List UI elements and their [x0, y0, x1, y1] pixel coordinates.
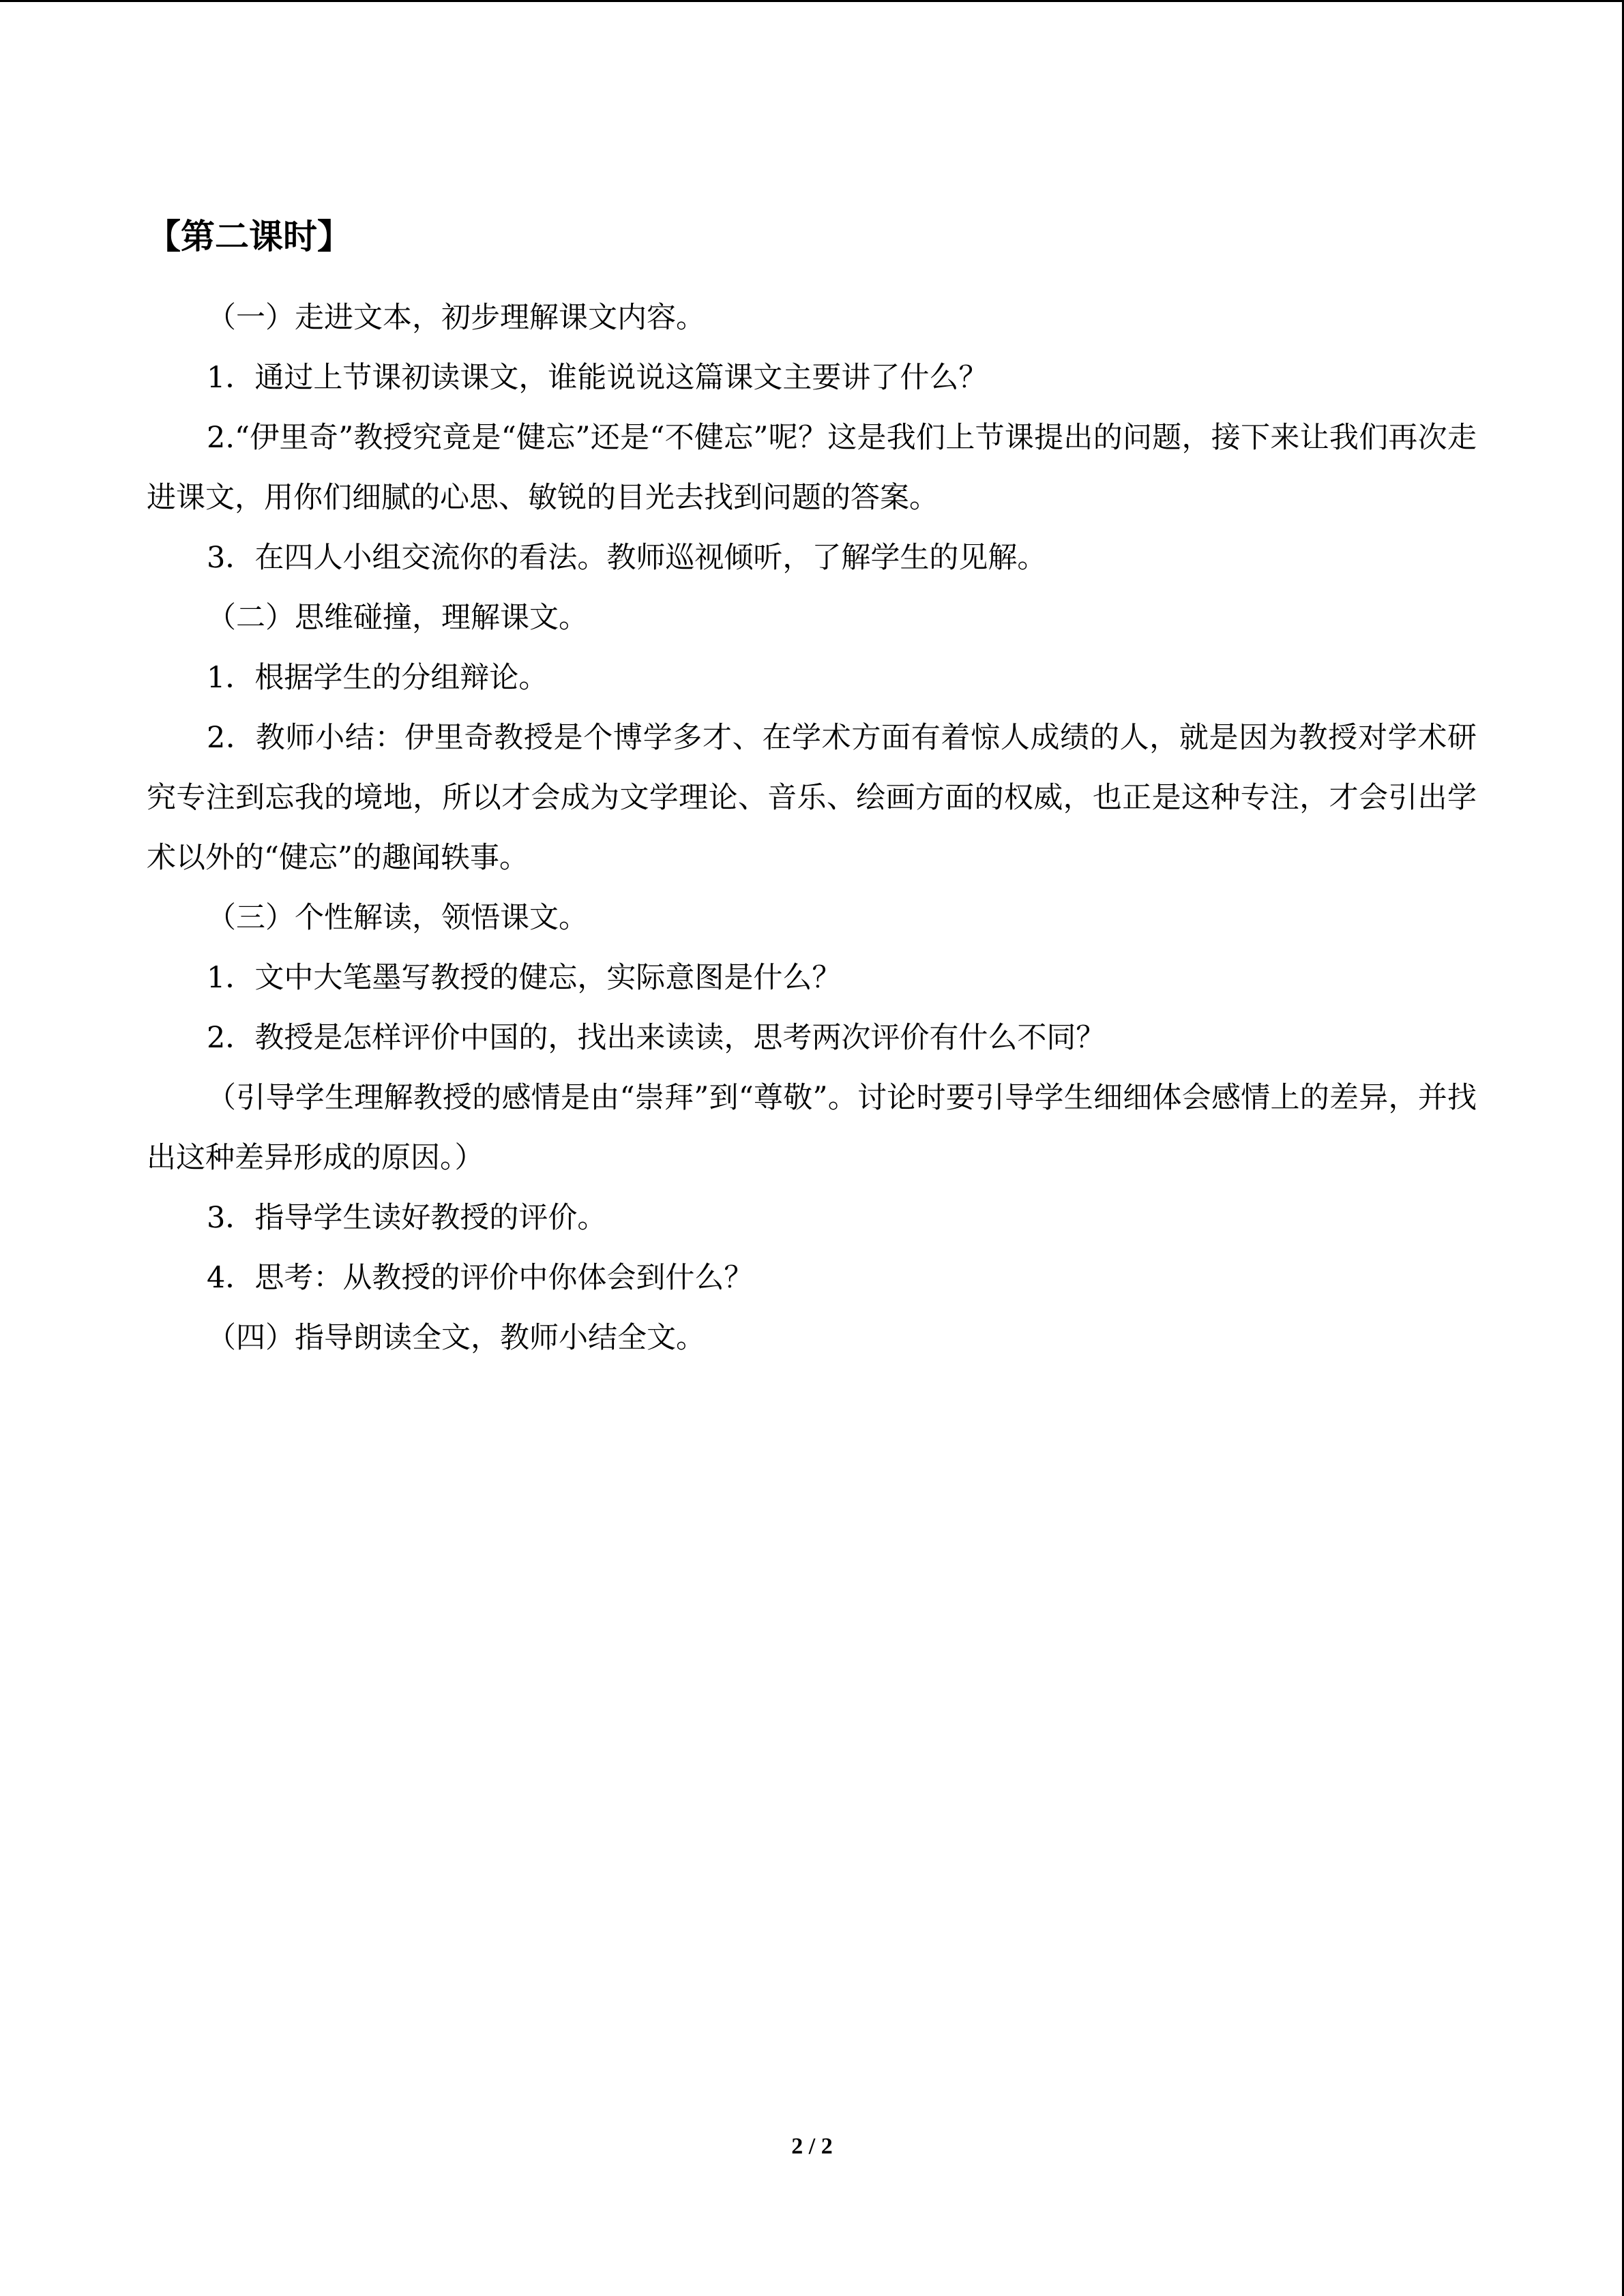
- section-two-title: （二）思维碰撞，理解课文。: [207, 601, 588, 635]
- paragraph-2-2: 2．教师小结：伊里奇教授是个博学多才、在学术方面有着惊人成绩的人，就是因为教授对学术研究专注到忘我的境地，所以才会成为文学理论、音乐、绘画方面的权威，也正是这种专注，才会引出学术以外的“健忘”的趣闻轶事。: [147, 721, 1477, 875]
- section-three-title: （三）个性解读，领悟课文。: [207, 901, 588, 935]
- paragraph-3-note: （引导学生理解教授的感情是由“崇拜”到“尊敬”。讨论时要引导学生细细体会感情上的差异，并找出这种差异形成的原因。）: [147, 1081, 1477, 1175]
- page-number: 2 / 2: [791, 2134, 833, 2159]
- paragraph-3-1: 1．文中大笔墨写教授的健忘，实际意图是什么？: [207, 961, 842, 995]
- paragraph-3-2: 2．教授是怎样评价中国的，找出来读读，思考两次评价有什么不同？: [207, 1021, 1106, 1055]
- paragraph-1-3: 3．在四人小组交流你的看法。教师巡视倾听，了解学生的见解。: [207, 541, 1047, 575]
- section-one-title: （一）走进文本，初步理解课文内容。: [207, 301, 705, 335]
- paragraph-3-3: 3．指导学生读好教授的评价。: [207, 1201, 607, 1235]
- paragraph-3-4: 4．思考：从教授的评价中你体会到什么？: [207, 1261, 754, 1295]
- lesson-heading: 【第二课时】: [147, 217, 351, 256]
- paragraph-1-1: 1．通过上节课初读课文，谁能说说这篇课文主要讲了什么？: [207, 361, 988, 395]
- paragraph-1-2: 2.“伊里奇”教授究竟是“健忘”还是“不健忘”呢？这是我们上节课提出的问题，接下来让我们再次走进课文，用你们细腻的心思、敏锐的目光去找到问题的答案。: [147, 421, 1477, 515]
- paragraph-2-1: 1．根据学生的分组辩论。: [207, 661, 548, 695]
- section-four-title: （四）指导朗读全文，教师小结全文。: [207, 1321, 705, 1355]
- document-body: [147, 213, 1477, 1368]
